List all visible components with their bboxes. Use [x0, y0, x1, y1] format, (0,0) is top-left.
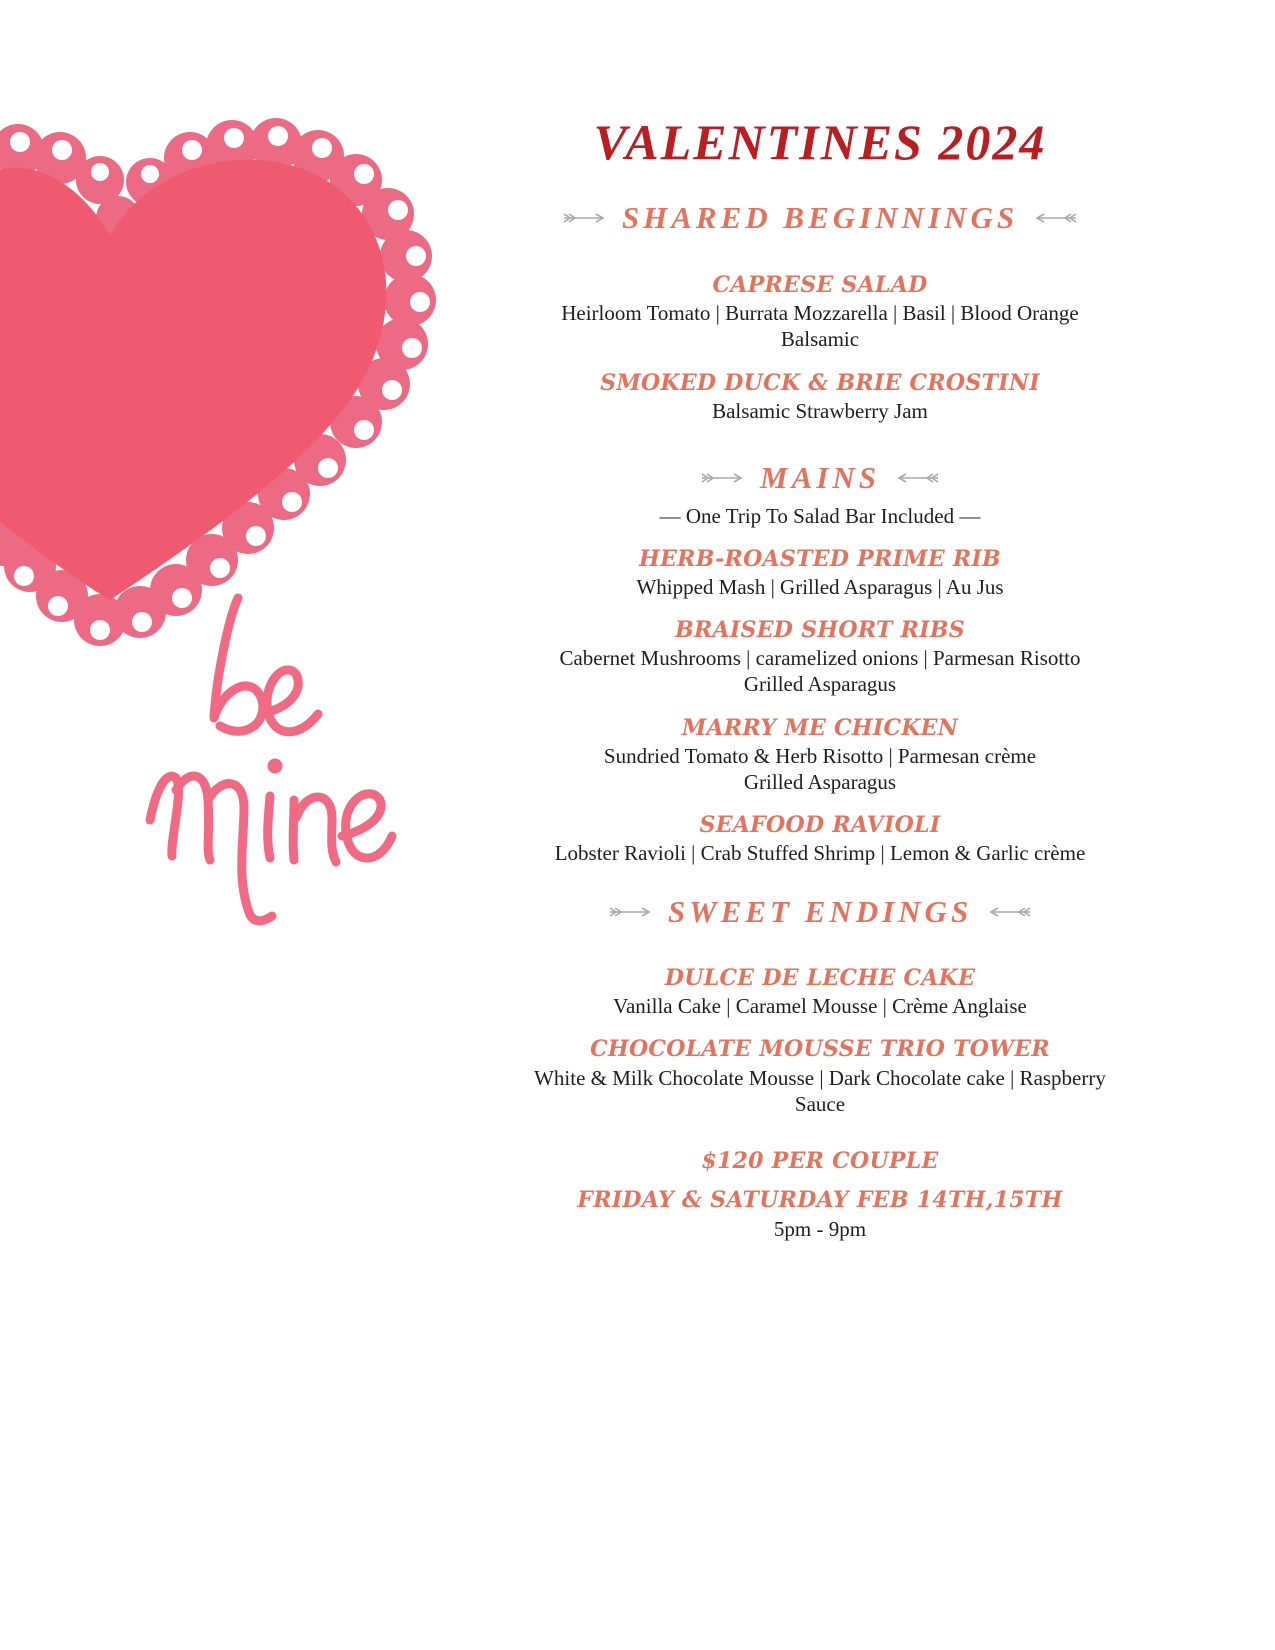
event-hours: 5pm - 9pm — [773, 1217, 867, 1241]
dish-description: Heirloom Tomato | Burrata Mozzarella | Basil | Blood Orange — [561, 301, 1079, 325]
section-title: SWEET ENDINGS — [667, 894, 973, 929]
dish-description: Sundried Tomato & Herb Risotto | Parmesan crème — [603, 744, 1037, 768]
dish-name: SMOKED DUCK & BRIE CROSTINI — [600, 370, 1040, 396]
page-title: VALENTINES 2024 — [593, 114, 1047, 170]
dish-name: DULCE DE LECHE CAKE — [664, 965, 976, 991]
be-mine-heart-artwork — [0, 0, 500, 1000]
dish-description: Lobster Ravioli | Crab Stuffed Shrimp | Lemon & Garlic crème — [554, 841, 1086, 865]
dish-description: White & Milk Chocolate Mousse | Dark Chocolate cake | Raspberry — [534, 1066, 1106, 1090]
dish-description: Grilled Asparagus — [743, 672, 897, 696]
dish-description: Cabernet Mushrooms | caramelized onions | Parmesan Risotto — [559, 646, 1081, 670]
section-header-mains — [490, 458, 1150, 498]
dish-name: CAPRESE SALAD — [712, 272, 928, 298]
arrow-left-icon — [988, 906, 1032, 918]
arrow-right-icon — [562, 212, 606, 224]
be-mine-lettering — [150, 598, 392, 921]
section-title: MAINS — [760, 460, 880, 495]
dish-description: Balsamic — [780, 327, 860, 351]
dish-description: Grilled Asparagus — [743, 770, 897, 794]
arrow-right-icon — [700, 472, 744, 484]
heart-shape — [0, 160, 386, 600]
dish-description: Balsamic Strawberry Jam — [712, 399, 928, 423]
dish-description: Vanilla Cake | Caramel Mousse | Crème Anglaise — [613, 994, 1027, 1018]
dish-description: Whipped Mash | Grilled Asparagus | Au Jus — [636, 575, 1004, 599]
arrow-left-icon — [896, 472, 940, 484]
section-header-endings — [490, 892, 1150, 932]
event-dates: FRIDAY & SATURDAY FEB 14TH,15TH — [577, 1187, 1063, 1213]
price: $120 PER COUPLE — [701, 1148, 939, 1174]
dish-name: SEAFOOD RAVIOLI — [699, 812, 941, 838]
dish-name: HERB-ROASTED PRIME RIB — [639, 546, 1001, 572]
dish-name: MARRY ME CHICKEN — [681, 715, 959, 741]
arrow-right-icon — [608, 906, 652, 918]
salad-bar-note: — One Trip To Salad Bar Included — — [659, 504, 981, 528]
arrow-left-icon — [1034, 212, 1078, 224]
section-title: SHARED BEGINNINGS — [621, 200, 1019, 235]
dish-name: BRAISED SHORT RIBS — [675, 617, 965, 643]
section-header-beginnings — [490, 198, 1150, 238]
dish-name: CHOCOLATE MOUSSE TRIO TOWER — [590, 1036, 1050, 1062]
dish-description: Sauce — [794, 1092, 846, 1116]
